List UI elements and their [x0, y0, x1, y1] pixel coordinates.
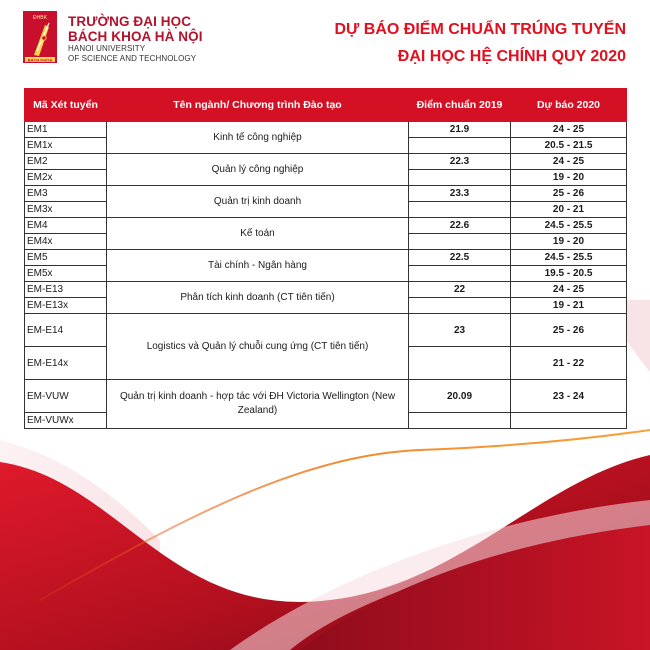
forecast-cell — [511, 413, 627, 429]
score-2019-cell-empty — [409, 138, 511, 154]
program-cell: Phân tích kinh doanh (CT tiên tiến) — [107, 282, 409, 314]
school-name-line1: TRƯỜNG ĐẠI HỌC — [68, 14, 192, 29]
table-row — [25, 154, 627, 170]
school-name-en-line2: OF SCIENCE AND TECHNOLOGY — [68, 54, 197, 63]
title-line1: DỰ BÁO ĐIỂM CHUẨN TRÚNG TUYỂN — [334, 21, 626, 38]
header-forecast-2020: Dự báo 2020 — [511, 89, 627, 122]
title-line2: ĐẠI HỌC HỆ CHÍNH QUY 2020 — [397, 48, 626, 65]
forecast-cell: 23 - 24 — [511, 380, 627, 413]
code-cell: EM-VUWx — [25, 413, 107, 429]
code-cell: EM4 — [25, 218, 107, 234]
forecast-cell: 19 - 20 — [511, 234, 627, 250]
program-cell: Kinh tế công nghiệp — [107, 122, 409, 154]
program-cell: Tài chính - Ngân hàng — [107, 250, 409, 282]
logo-label: BÁCH KHOA — [27, 57, 53, 63]
forecast-cell: 20 - 21 — [511, 202, 627, 218]
score-2019-cell: 22.6 — [409, 218, 511, 234]
forecast-cell: 19 - 21 — [511, 298, 627, 314]
score-2019-cell: 20.09 — [409, 380, 511, 413]
program-cell: Quản trị kinh doanh - hợp tác với ĐH Victoria Wellington (New Zealand) — [107, 380, 409, 429]
header-code: Mã Xét tuyển — [25, 89, 107, 122]
table-row — [25, 122, 627, 138]
table-row — [25, 250, 627, 266]
forecast-cell: 19 - 20 — [511, 170, 627, 186]
admission-score-table — [24, 88, 627, 429]
score-2019-cell: 22.3 — [409, 154, 511, 170]
school-name-en-line1: HANOI UNIVERSITY — [68, 44, 146, 53]
code-cell: EM3 — [25, 186, 107, 202]
program-cell: Quản lý công nghiệp — [107, 154, 409, 186]
forecast-cell: 24 - 25 — [511, 282, 627, 298]
table-row — [25, 380, 627, 413]
code-cell: EM-E14x — [25, 347, 107, 380]
code-cell: EM-E13x — [25, 298, 107, 314]
code-cell: EM5 — [25, 250, 107, 266]
score-2019-cell-empty — [409, 234, 511, 250]
table-row — [25, 314, 627, 347]
score-2019-cell: 22.5 — [409, 250, 511, 266]
code-cell: EM-E13 — [25, 282, 107, 298]
logo-small-text: ĐHBK — [33, 15, 47, 21]
page-title — [335, 19, 627, 67]
score-2019-cell-empty — [409, 266, 511, 282]
table-row — [25, 282, 627, 298]
code-cell: EM1x — [25, 138, 107, 154]
score-2019-cell: 23.3 — [409, 186, 511, 202]
code-cell: EM2x — [25, 170, 107, 186]
score-2019-cell-empty — [409, 170, 511, 186]
forecast-cell: 24.5 - 25.5 — [511, 218, 627, 234]
forecast-cell: 20.5 - 21.5 — [511, 138, 627, 154]
forecast-cell: 25 - 26 — [511, 314, 627, 347]
table-row — [25, 218, 627, 234]
table-row — [25, 186, 627, 202]
code-cell: EM4x — [25, 234, 107, 250]
forecast-cell: 21 - 22 — [511, 347, 627, 380]
header-program: Tên ngành/ Chương trình Đào tạo — [107, 89, 409, 122]
university-logo — [23, 11, 57, 63]
score-2019-cell-empty — [409, 347, 511, 380]
code-cell: EM-E14 — [25, 314, 107, 347]
score-2019-cell-empty — [409, 202, 511, 218]
code-cell: EM3x — [25, 202, 107, 218]
code-cell: EM2 — [25, 154, 107, 170]
code-cell: EM1 — [25, 122, 107, 138]
forecast-cell: 25 - 26 — [511, 186, 627, 202]
forecast-cell: 24 - 25 — [511, 154, 627, 170]
table-header-row — [25, 89, 627, 122]
code-cell: EM5x — [25, 266, 107, 282]
school-name-block — [68, 14, 203, 64]
code-cell: EM-VUW — [25, 380, 107, 413]
forecast-cell: 24.5 - 25.5 — [511, 250, 627, 266]
program-cell: Quản trị kinh doanh — [107, 186, 409, 218]
header-score-2019: Điểm chuẩn 2019 — [409, 89, 511, 122]
program-cell: Logistics và Quản lý chuỗi cung ứng (CT tiên tiến) — [107, 314, 409, 380]
program-cell: Kế toán — [107, 218, 409, 250]
score-2019-cell: 22 — [409, 282, 511, 298]
score-2019-cell-empty — [409, 298, 511, 314]
score-2019-cell-empty — [409, 413, 511, 429]
forecast-cell: 19.5 - 20.5 — [511, 266, 627, 282]
forecast-cell: 24 - 25 — [511, 122, 627, 138]
score-2019-cell: 21.9 — [409, 122, 511, 138]
school-name-line2: BÁCH KHOA HÀ NỘI — [68, 29, 203, 44]
score-2019-cell: 23 — [409, 314, 511, 347]
